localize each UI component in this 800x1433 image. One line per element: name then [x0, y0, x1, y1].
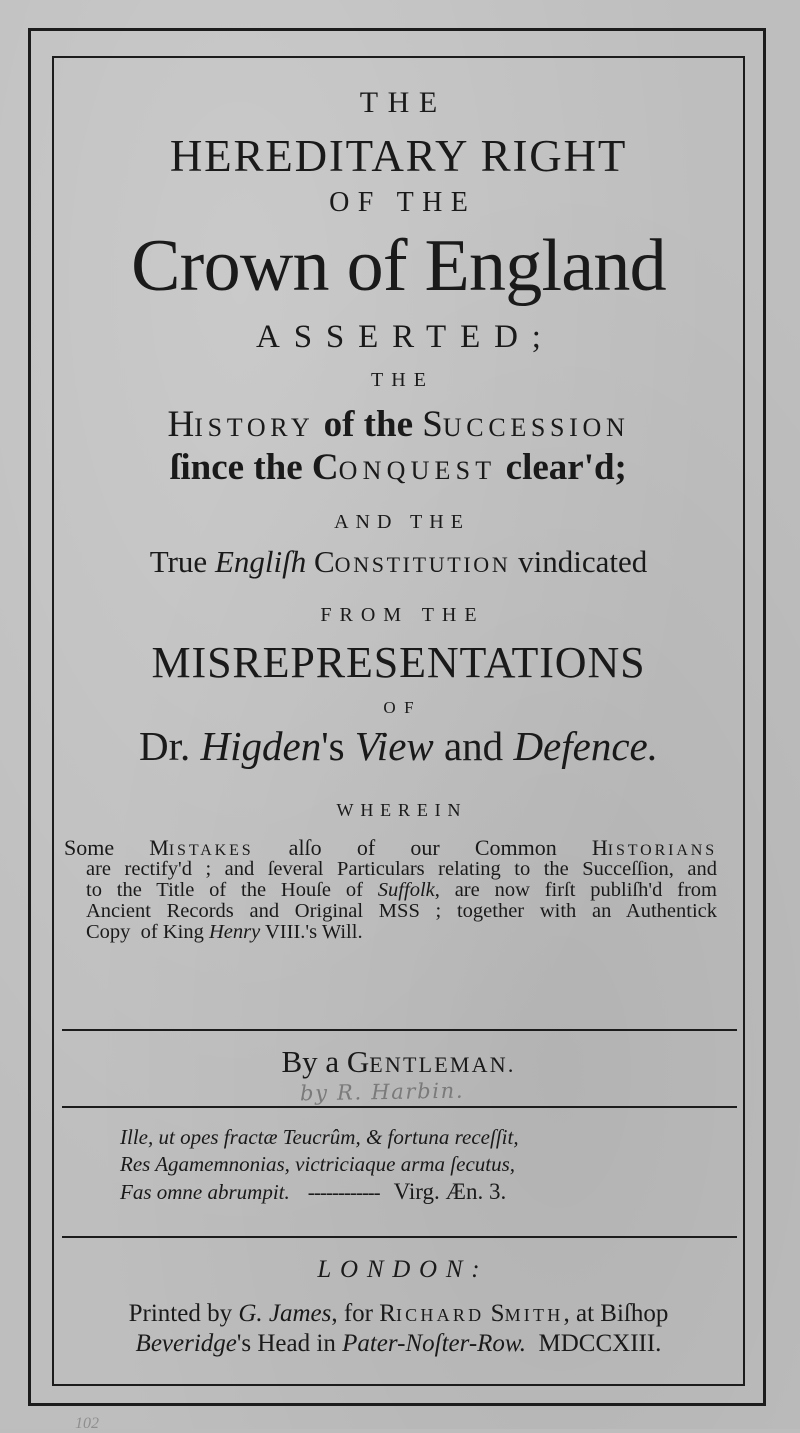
subtitle-of: OF [383, 698, 423, 717]
divider-rule [62, 1029, 737, 1031]
description-paragraph [64, 837, 717, 943]
title-hereditary-right: HEREDITARY RIGHT [169, 131, 628, 181]
paragraph-row: Copy of King Henry VIII.'s Will. [86, 921, 363, 944]
pencil-note: 102 [75, 1415, 99, 1432]
paragraph-row: are rectify'd ; and ſeveral Particulars relating to the Succeſſion, and [86, 858, 717, 881]
title-block [54, 58, 743, 943]
epigraph-line: Fas omne abrumpit. ------------ Virg. Æn. 3. [120, 1179, 507, 1205]
author-byline: By a GENTLEMAN. [281, 1044, 516, 1079]
paragraph-row: to the Title of the Houſe of Suffolk, are now firſt publiſh'd from [86, 879, 718, 902]
imprint-city: LONDON: [317, 1256, 489, 1283]
epigraph-dash: ------------ [307, 1180, 380, 1205]
subtitle-history-of-succession: HISTORY of the SUCCESSION [167, 404, 630, 445]
title-asserted: ASSERTED; [256, 319, 555, 355]
imprint-printer-line: Printed by G. James, for RICHARD SMITH, at Biſhop [128, 1300, 669, 1327]
subtitle-misrepresentations: MISREPRESENTATIONS [151, 638, 646, 687]
title-crown-of-england: Crown of England [131, 225, 666, 307]
subtitle-and-the: AND THE [334, 511, 470, 533]
divider-rule [62, 1106, 737, 1108]
handwritten-attribution: by R. Harbin. [299, 1078, 465, 1106]
subtitle-true-english-constitution: True Engliſh CONSTITUTION vindicated [149, 544, 648, 579]
imprint-block [54, 1256, 743, 1358]
epigraph-citation: Virg. Æn. 3. [393, 1179, 507, 1205]
epigraph-line: Res Agamemnonias, victriciaque arma ſecutus, [120, 1151, 516, 1176]
divider-rule [62, 1236, 737, 1238]
paragraph-first-line: Some MISTAKES alſo of our Common HISTORIANS [64, 835, 717, 860]
imprint-address-line: Beveridge's Head in Pater-Noſter-Row. MDCCXIII. [135, 1330, 662, 1357]
epigraph-line: Ille, ut opes fractæ Teucrûm, & fortuna receſſit, [120, 1125, 519, 1149]
latin-epigraph [120, 1124, 680, 1207]
subtitle-wherein: WHEREIN [336, 800, 468, 820]
title-the: THE [359, 86, 447, 119]
subtitle-dr-higden: Dr. Higden's View and Defence. [139, 723, 658, 769]
paragraph-continuation [64, 859, 717, 943]
subtitle-the: THE [371, 369, 434, 391]
subtitle-from-the: FROM THE [320, 604, 485, 626]
title-of-the: OF THE [329, 187, 477, 218]
paragraph-row: Ancient Records and Original MSS ; together with an Authentick [86, 900, 717, 923]
subtitle-since-the-conquest: ſince the CONQUEST clear'd; [170, 447, 627, 488]
